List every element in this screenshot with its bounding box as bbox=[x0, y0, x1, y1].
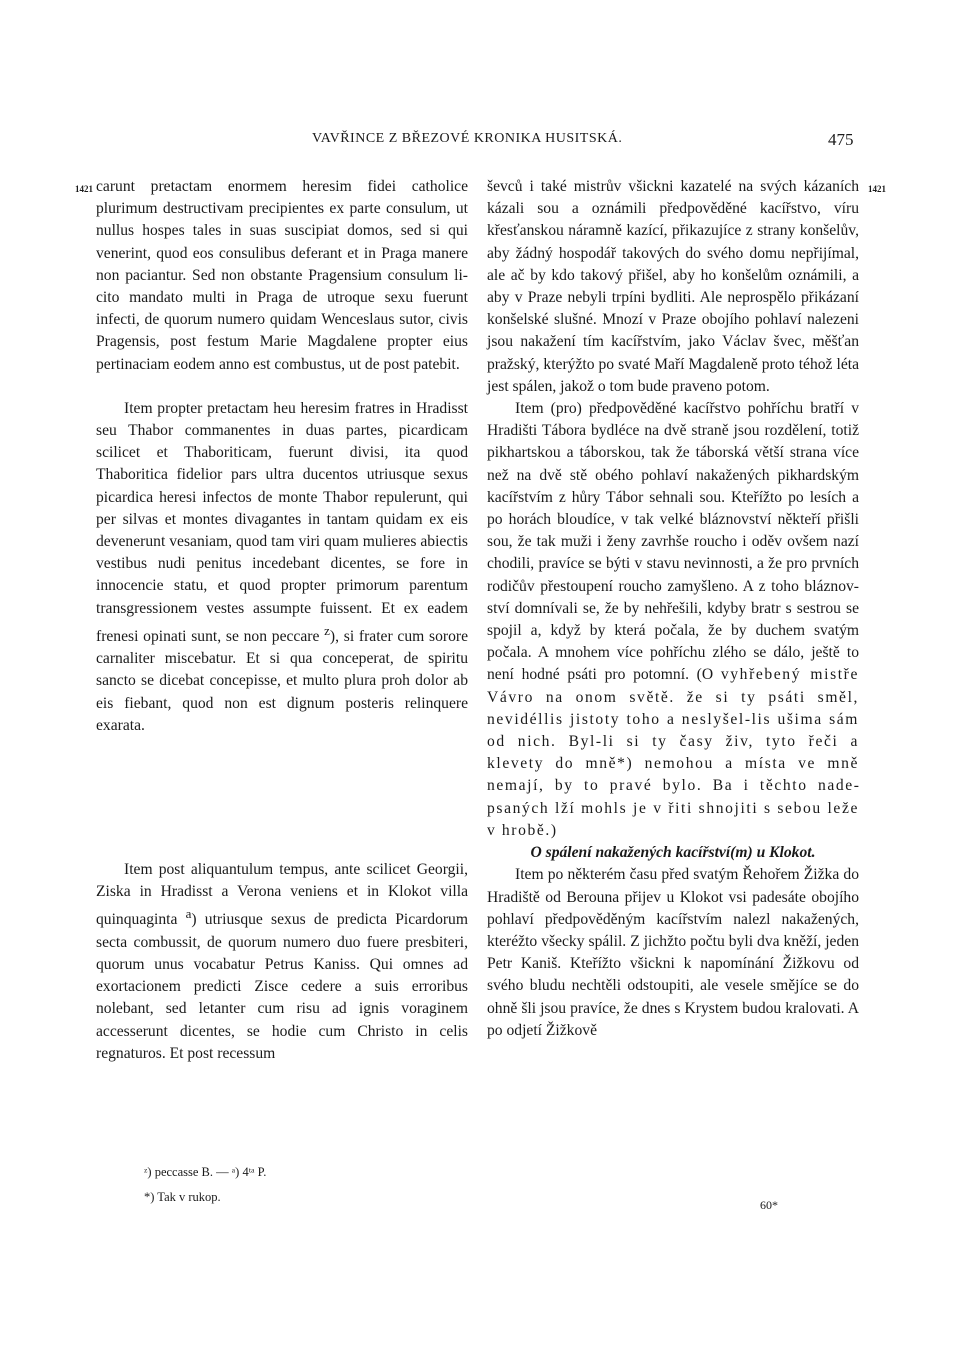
czech-paragraph-2-spaced-text: vyhřebený mistře Vávro na onom světě. že si ty psáti směl, nevidéllis jistoty toho a neslyšel-lis ušima sám od nich. Byl-li si ty časy živ, tyto řeči a klevety do mně*) nemohou a místa ve mně nemají, by to pravé bylo. Ba i těchto nadepsaných lží mohls je v řiti shnojiti s sebou leže v hrobě.) bbox=[487, 666, 859, 839]
czech-paragraph-3: Item po některém času před svatým Řehořem Žižka do Hradiště od Berouna přijev u Klokot vsi padesáte obojího pohlaví předpověděným kacířstvím nalezl nakažených, kteréžto všecky spálil. Z jichžto počtu byli dva kněží, jeden Petr Kaniš. Kteřížto všickni k napomínání Žižkovu od svého bludu nechtěli odstoupiti, ale vesele smějíce se do ohně šli jsou pravíce, že dnes s Krystem budou kralovati. A po odjetí Žižkově bbox=[487, 866, 859, 1039]
section-subheading: O spálení nakažených kacířství(m) u Klokot. bbox=[530, 844, 816, 862]
latin-paragraph-3-text-a: Item post aliquantulum tempus, ante scilicet Georgii, Ziska in Hradisst a Verona veniens et in Klokot villa quinquaginta bbox=[96, 861, 468, 929]
margin-year-left: 1421 bbox=[75, 184, 93, 194]
footnote-2: *) Tak v rukop. bbox=[144, 1190, 221, 1204]
czech-paragraph-1: ševců i také mistrův všickni kazatelé na svých kázaních kázali sou a oznámili předpověděné kacířstvo, víru křesťanskou náramně kazící, přikazujíce z strany konšelův, aby žádný hospodář takových do svého domu nepřijímal, ale ač by kdo takový přišel, aby ho konšelům oznámili, a aby v Praze nebyli trpíni bydliti. Ale neprospělo přikázaní konšelské slušné. Mnozí v Praze obojího pohlaví nalezeni jsou nakažení tím kacířstvím, jako Václav švec, měšťan pražský, kterýžto po svaté Maří Magdaleně proto téhož léta jest spálen, jakož o tom bude praveno potom. bbox=[487, 178, 859, 395]
czech-column bbox=[487, 176, 859, 1042]
page-number: 475 bbox=[828, 130, 854, 149]
latin-paragraph-2-text-b: ), si frater cum sorore carnaliter miscebatur. Et si qua conceperat, de spiritu sancto se dicebat concepisse, et multo plura proh dolor ab eis fiebant, quod non est dignum posteris relinquere exarata. bbox=[96, 628, 468, 734]
running-title: VAVŘINCE Z BŘEZOVÉ KRONIKA HUSITSKÁ. bbox=[312, 131, 623, 146]
footnote-mark-z: z bbox=[324, 622, 330, 638]
czech-paragraph-2-text: Item (pro) předpověděné kacířstvo pohříchu bratří v Hradišti Tábora bydléce na dvě straně jsou rozdělení, totiž pikhartskou a táborskou, tak že táborská větší strana více než na dvě stě obého pohlaví nakažených pikhardským kacířstvím z hůry Tábor sehnali sou. Kteřížto po lesích a po horách bloudíce, v tak velké bláznovství někteří přišli sou, že tak muži i ženy zavrhše roucho i oděv ovšem nazí chodili, pravíce se býti v stavu nevinnosti, a že pro prvních rodičův přestoupení roucho zamyšleno. A z toho bláznovství domnívali se, že by nehřešili, kdyby bratr s sestrou se spojil a, když by která počala, že by duchem svatým počala. A mnohem více pohříchu zlého se dálo, ještě to není hodné psáti pro potomní. (O bbox=[487, 400, 859, 684]
margin-year-right: 1421 bbox=[868, 184, 886, 194]
latin-paragraph-3-text-b: ) utriusque sexus de predicta Picardorum secta combussit, de quorum numero duo fuere presbiteri, quorum unus vocabatur Petrus Kaniss. Qui omnes ad exortacionem predicti Zisce cedere a suis erroribus nolebant, sed letanter cum risu ad ignis voraginem accesserunt dicentes, se hodie cum Christo in celis regnaturos. Et post recessum bbox=[96, 911, 468, 1062]
latin-paragraph-3 bbox=[96, 859, 468, 1065]
latin-paragraph-2 bbox=[96, 398, 468, 737]
footnote-1: ᶻ) peccasse B. — ᵃ) 4ᵗᵃ P. bbox=[144, 1165, 267, 1179]
signature-mark: 60* bbox=[760, 1198, 778, 1212]
footnote-mark-a: a bbox=[185, 906, 192, 922]
czech-paragraph-2 bbox=[487, 398, 859, 842]
latin-paragraph-1: carunt pretactam enormem heresim fidei catholice plurimum destructivam precipientes ex parte consulum, ut nullus hospes tales in suas suscipiat domos, sed si qui venerint, quod eos consulibus deferant et in Praga manere non paciantur. Sed non obstante Pragensium consulum licito mandato multi in Praga de utroque sexu fuerunt infecti, de quorum numero quidam Wenceslaus sutor, civis Pragensis, post festum Marie Magdalene propter eius pertinaciam eodem anno est combustus, ut de post patebit. bbox=[96, 178, 468, 373]
footnotes bbox=[144, 1160, 266, 1210]
latin-paragraph-2-text-a: Item propter pretactam heu heresim fratres in Hradisst seu Thabor commanentes in duas partes, picardicam scilicet et Thaboriticam, fuerunt divisi, ita quod Thaboritica fidelior pars ultra ducentos utriusque sexus picardica heresi infectos de monte Thabor repulerunt, qui per silvas et montes divagantes in tantam quidam ex eis devenerunt vesaniam, quod tam viri quam mulieres abiectis vestibus nudi penitus incedebant dicentes, se fore in innocencie statu, et quod propter primorum parentum transgressionem vestes assumpte fuissent. Et ex eadem frenesi opinati sunt, se non peccare bbox=[96, 399, 468, 646]
latin-column bbox=[96, 176, 468, 1065]
